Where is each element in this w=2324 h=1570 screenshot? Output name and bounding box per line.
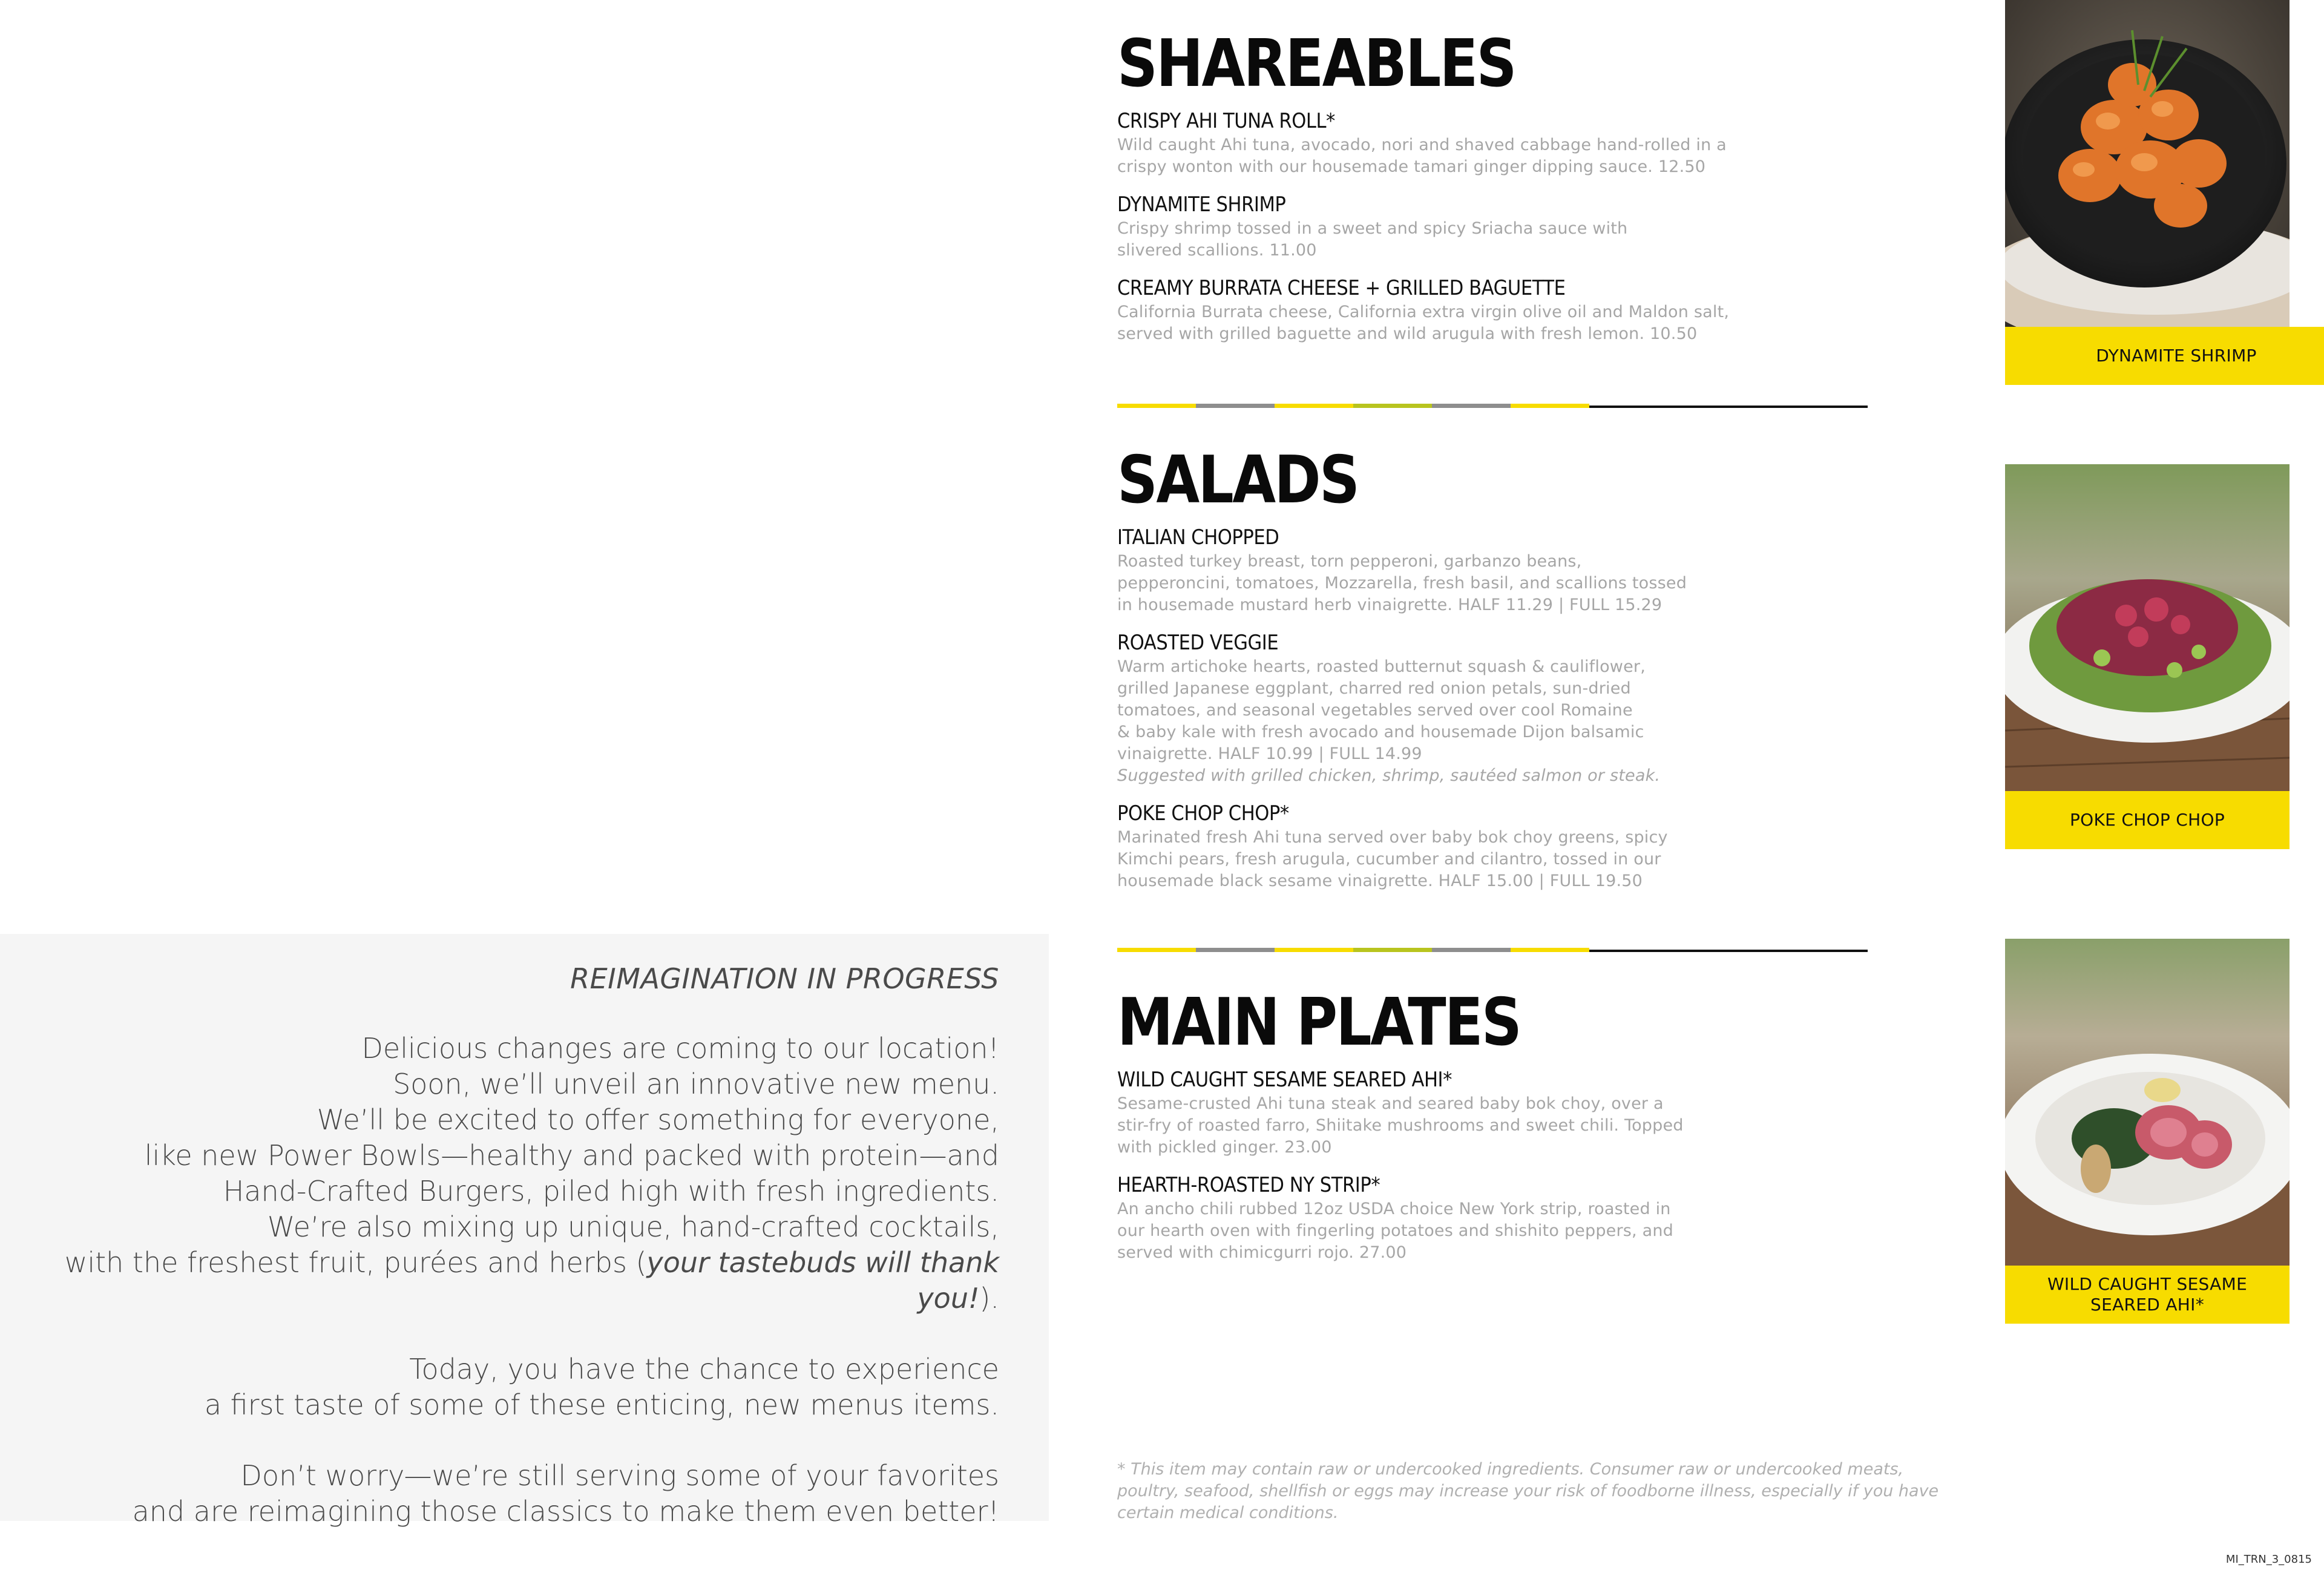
section-shareables (1117, 28, 1868, 345)
menu-item-name: WILD CAUGHT SESAME SEARED AHI* (1117, 1068, 1452, 1092)
description-line: crispy wonton with our housemade tamari ginger dipping sauce. 12.50 (1117, 157, 1706, 176)
intro-line: Hand-Crafted Burgers, piled high with fresh ingredients. (223, 1175, 999, 1207)
menu-item-description (1117, 1198, 1765, 1264)
intro-line: We’ll be excited to offer something for everyone, (317, 1103, 999, 1136)
seared-ahi-photo (2005, 939, 2290, 1266)
caption-text (2047, 1274, 2247, 1315)
seared-ahi-illustration (2005, 939, 2290, 1266)
intro-line-text: ). (979, 1282, 999, 1315)
intro-line: a first taste of some of these enticing, new menus items. (204, 1388, 999, 1421)
intro-paragraph-1 (31, 1031, 999, 1316)
menu-item-description (1117, 827, 1765, 892)
caption-line: WILD CAUGHT SESAME (2047, 1274, 2248, 1294)
intro-line: Don’t worry—we’re still serving some of your favorites (240, 1459, 999, 1492)
raw-food-disclaimer (1117, 1459, 1939, 1524)
reimagination-panel (0, 934, 1049, 1528)
section-title: SALADS (1117, 442, 1359, 518)
section-title: SHAREABLES (1117, 26, 1515, 102)
description-line: Roasted turkey breast, torn pepperoni, garbanzo beans, (1117, 552, 1582, 571)
description-line: Kimchi pears, fresh arugula, cucumber and cilantro, tossed in our (1117, 850, 1661, 869)
divider-segment (1196, 404, 1275, 408)
description-line: Warm artichoke hearts, roasted butternut squash & cauliflower, (1117, 657, 1646, 676)
section-salads (1117, 444, 1868, 892)
caption-line: SEARED AHI* (2090, 1295, 2204, 1315)
photo-caption: DYNAMITE SHRIMP (2005, 327, 2324, 385)
description-line: & baby kale with fresh avocado and housemade Dijon balsamic (1117, 723, 1644, 741)
disclaimer-line: * This item may contain raw or undercooked ingredients. Consumer raw or undercooked meats, (1117, 1460, 1904, 1479)
description-line: served with grilled baguette and wild arugula with fresh lemon. 10.50 (1117, 324, 1698, 343)
intro-line (31, 1245, 999, 1316)
menu-item-name: HEARTH-ROASTED NY STRIP* (1117, 1173, 1380, 1197)
menu-item (1117, 1068, 1868, 1158)
menu-item-name: ROASTED VEGGIE (1117, 631, 1279, 655)
description-line: slivered scallions. 11.00 (1117, 241, 1317, 260)
section-divider (1117, 404, 1868, 408)
menu-item-description (1117, 656, 1765, 787)
divider-segment (1117, 404, 1196, 408)
reimagination-text (31, 962, 999, 1529)
divider-segment (1275, 948, 1353, 952)
description-line: vinaigrette. HALF 10.99 | FULL 14.99 (1117, 744, 1422, 763)
shrimp-skillet-illustration (2005, 0, 2290, 327)
intro-paragraph-3 (31, 1458, 999, 1529)
menu-item (1117, 192, 1868, 261)
intro-line: Today, you have the chance to experience (409, 1353, 999, 1385)
description-line: grilled Japanese eggplant, charred red onion petals, sun-dried (1117, 679, 1631, 698)
divider-line (1589, 406, 1868, 408)
description-line: Sesame-crusted Ahi tuna steak and seared baby bok choy, over a (1117, 1094, 1664, 1113)
intro-line: Delicious changes are coming to our location! (361, 1032, 999, 1065)
section-main-plates (1117, 987, 1868, 1264)
menu-item (1117, 109, 1868, 178)
description-line: An ancho chili rubbed 12oz USDA choice New York strip, roasted in (1117, 1200, 1671, 1218)
menu-item-name: CREAMY BURRATA CHEESE + GRILLED BAGUETTE (1117, 276, 1566, 300)
menu-item-description (1117, 1093, 1765, 1158)
description-line: California Burrata cheese, California extra virgin olive oil and Maldon salt, (1117, 303, 1730, 321)
reimagination-heading: REIMAGINATION IN PROGRESS (570, 962, 999, 995)
menu-item (1117, 525, 1868, 616)
menu-item-name: ITALIAN CHOPPED (1117, 525, 1279, 550)
photo-caption: POKE CHOP CHOP (2005, 791, 2290, 849)
description-line: Wild caught Ahi tuna, avocado, nori and shaved cabbage hand-rolled in a (1117, 136, 1727, 154)
divider-segment (1196, 948, 1275, 952)
menu-item-description (1117, 134, 1765, 178)
menu-item-name: CRISPY AHI TUNA ROLL* (1117, 109, 1335, 133)
photo-card-dynamite-shrimp (2005, 0, 2290, 385)
intro-line: We’re also mixing up unique, hand-crafted cocktails, (267, 1210, 999, 1243)
description-line: our hearth oven with fingerling potatoes and shishito peppers, and (1117, 1221, 1673, 1240)
menu-item (1117, 631, 1868, 787)
section-title: MAIN PLATES (1117, 985, 1521, 1060)
section-divider (1117, 948, 1868, 952)
intro-paragraph-2 (31, 1352, 999, 1423)
menu-item-suggestion: Suggested with grilled chicken, shrimp, sautéed salmon or steak. (1117, 766, 1661, 785)
description-line: Crispy shrimp tossed in a sweet and spicy Sriacha sauce with (1117, 219, 1628, 238)
description-line: tomatoes, and seasonal vegetables served over cool Romaine (1117, 701, 1633, 720)
divider-segment (1353, 948, 1432, 952)
disclaimer-line: certain medical conditions. (1117, 1503, 1339, 1522)
menu-item (1117, 276, 1868, 345)
menu-item-description (1117, 301, 1765, 345)
menu-item-name: DYNAMITE SHRIMP (1117, 192, 1286, 217)
description-line: pepperoncini, tomatoes, Mozzarella, fresh basil, and scallions tossed (1117, 574, 1687, 593)
document-code: MI_TRN_3_0815 (2225, 1553, 2312, 1566)
description-line: stir-fry of roasted farro, Shiitake mushrooms and sweet chili. Topped (1117, 1116, 1684, 1135)
divider-segment (1432, 948, 1511, 952)
intro-line-text: with the freshest fruit, purées and herbs ( (64, 1246, 647, 1279)
disclaimer-line: poultry, seafood, shellfish or eggs may increase your risk of foodborne illness, especially if you have (1117, 1482, 1939, 1500)
divider-segment (1275, 404, 1353, 408)
menu-item-name: POKE CHOP CHOP* (1117, 801, 1289, 826)
menu-item-description (1117, 218, 1765, 261)
divider-segment (1353, 404, 1432, 408)
intro-line: like new Power Bowls—healthy and packed with protein—and (144, 1139, 999, 1172)
description-line: in housemade mustard herb vinaigrette. HALF 11.29 | FULL 15.29 (1117, 596, 1663, 614)
shrimp-skillet-photo (2005, 0, 2290, 327)
intro-line: Soon, we’ll unveil an innovative new menu. (393, 1068, 999, 1100)
menu-item (1117, 1173, 1868, 1264)
description-line: housemade black sesame vinaigrette. HALF 15.00 | FULL 19.50 (1117, 872, 1643, 890)
description-line: served with chimicgurri rojo. 27.00 (1117, 1243, 1407, 1262)
divider-segment (1511, 948, 1589, 952)
menu-item-description (1117, 551, 1765, 616)
divider-line (1589, 950, 1868, 952)
photo-caption (2005, 1266, 2290, 1324)
intro-line: and are reimagining those classics to make them even better! (132, 1495, 999, 1528)
photo-card-seared-ahi (2005, 939, 2290, 1324)
poke-salad-photo (2005, 464, 2290, 791)
intro-emphasis: your tastebuds will thank you! (646, 1246, 999, 1315)
description-line: Marinated fresh Ahi tuna served over baby bok choy greens, spicy (1117, 828, 1668, 847)
divider-segment (1117, 948, 1196, 952)
divider-segment (1511, 404, 1589, 408)
photo-card-poke-chop-chop (2005, 464, 2290, 849)
menu-item (1117, 801, 1868, 892)
divider-segment (1432, 404, 1511, 408)
description-line: with pickled ginger. 23.00 (1117, 1138, 1332, 1157)
poke-salad-illustration (2005, 464, 2290, 791)
